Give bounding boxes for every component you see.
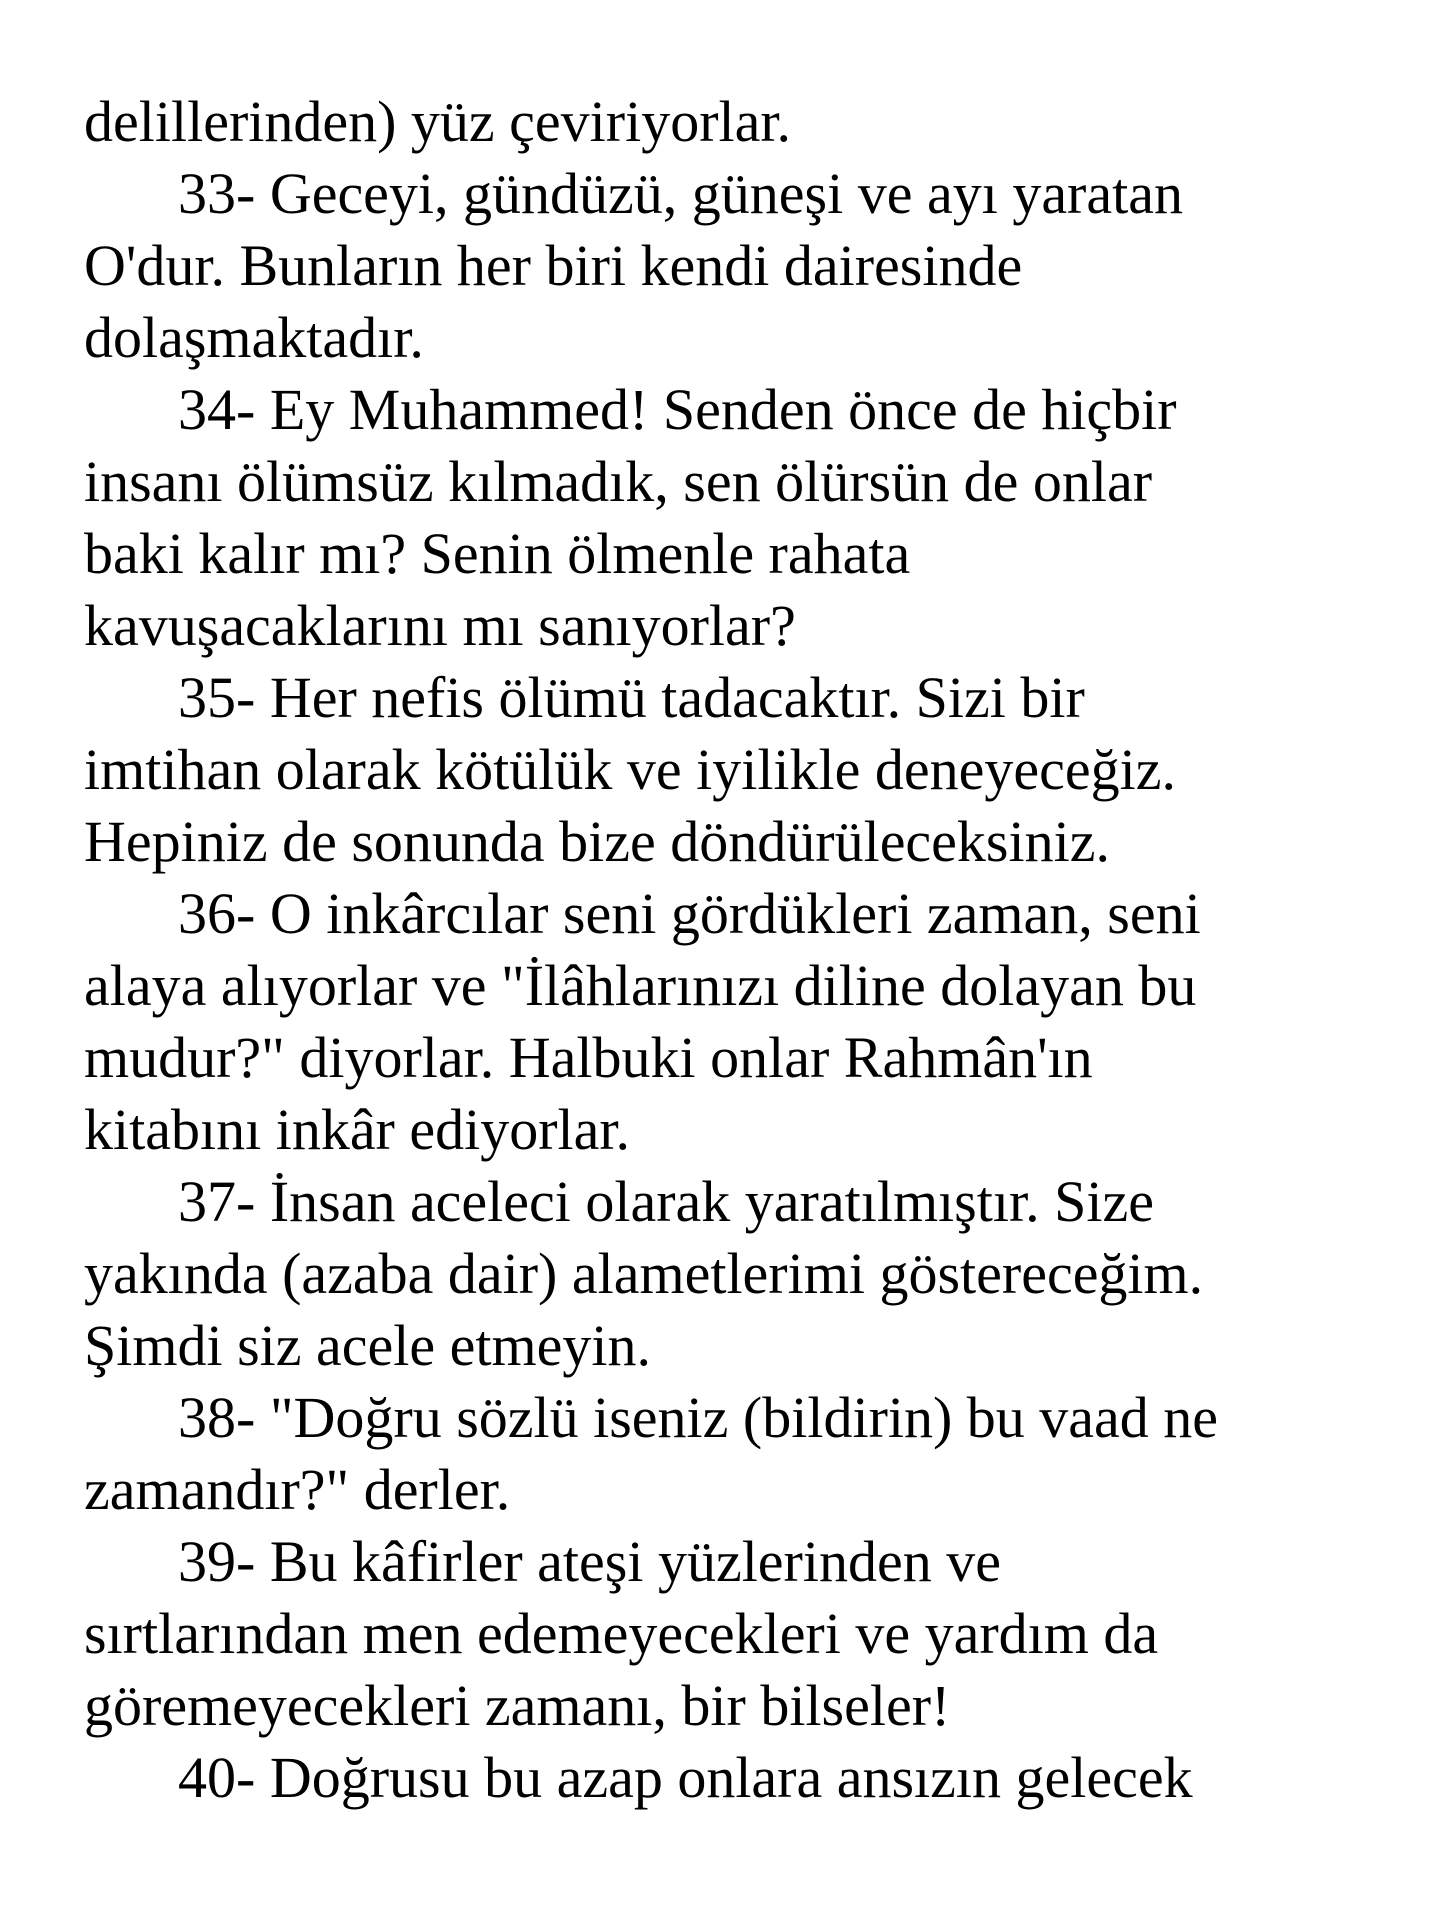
verse-39-line: göremeyecekleri zamanı, bir bilseler! [84,1673,951,1738]
verse-38-line: 38- "Doğru sözlü iseniz (bildirin) bu vaad ne [178,1385,1219,1450]
verse-33-line: O'dur. Bunların her biri kendi dairesinde [84,233,1023,298]
text-line-continuation: delillerinden) yüz çeviriyorlar. [84,89,791,154]
verse-35-line: 35- Her nefis ölümü tadacaktır. Sizi bir [178,665,1085,730]
verse-39-line: sırtlarından men edemeyecekleri ve yardım da [84,1601,1159,1666]
document-page [84,86,1374,1814]
verse-37-line: yakında (azaba dair) alametlerimi göstereceğim. [84,1241,1204,1306]
verse-36-line: kitabını inkâr ediyorlar. [84,1097,631,1162]
verse-33-line: dolaşmaktadır. [84,305,424,370]
verse-35-line: imtihan olarak kötülük ve iyilikle deneyeceğiz. [84,737,1176,802]
verse-36-line: mudur?" diyorlar. Halbuki onlar Rahmân'ın [84,1025,1093,1090]
verse-40-line: 40- Doğrusu bu azap onlara ansızın gelecek [178,1745,1193,1810]
verse-36-line: 36- O inkârcılar seni gördükleri zaman, seni [178,881,1201,946]
verse-34-line: 34- Ey Muhammed! Senden önce de hiçbir [178,377,1177,442]
verse-35-line: Hepiniz de sonunda bize döndürüleceksiniz. [84,809,1110,874]
verse-39-line: 39- Bu kâfirler ateşi yüzlerinden ve [178,1529,1001,1594]
verse-37-line: 37- İnsan aceleci olarak yaratılmıştır. Size [178,1169,1154,1234]
verse-36-line: alaya alıyorlar ve "İlâhlarınızı diline dolayan bu [84,953,1197,1018]
verse-34-line: baki kalır mı? Senin ölmenle rahata [84,521,911,586]
verse-34-line: kavuşacaklarını mı sanıyorlar? [84,593,796,658]
verse-33-line: 33- Geceyi, gündüzü, güneşi ve ayı yaratan [178,161,1183,226]
verse-34-line: insanı ölümsüz kılmadık, sen ölürsün de onlar [84,449,1153,514]
verse-37-line: Şimdi siz acele etmeyin. [84,1313,651,1378]
verse-38-line: zamandır?" derler. [84,1457,511,1522]
